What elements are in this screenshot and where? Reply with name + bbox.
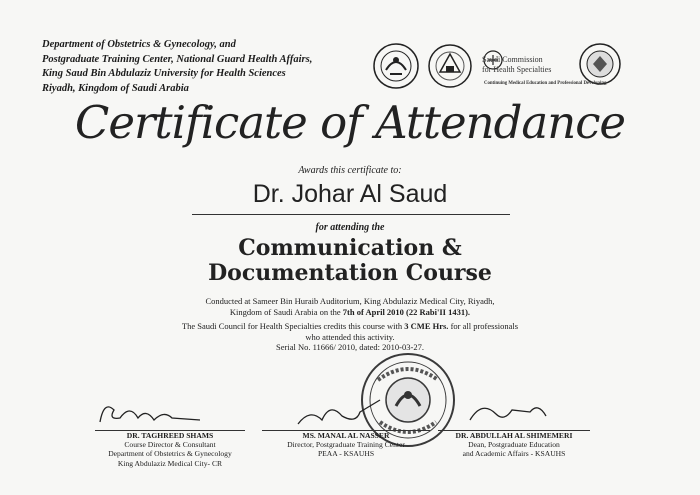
recipient-name: Dr. Johar Al Saud: [252, 180, 448, 208]
course-title: [0, 236, 700, 286]
signatory-name: MS. MANAL AL NASSER: [302, 431, 390, 440]
issuer-header: [42, 38, 312, 96]
serial-number: Serial No. 11666/ 2010, dated: 2010-03-27.: [276, 342, 424, 353]
cme-hours: 3 CME Hrs.: [404, 321, 449, 332]
ksau-logo-icon: [429, 45, 471, 87]
credit-suffix: for all professionals: [448, 321, 519, 332]
signatory-role: PEAA - KSAUHS: [317, 449, 375, 459]
course-details: [0, 296, 700, 353]
signature-shams-icon: [100, 407, 200, 422]
cme-seal-icon: [580, 44, 620, 84]
commission-name: [482, 55, 551, 75]
ngha-logo-icon: [374, 44, 418, 88]
signatory-name: DR. ABDULLAH AL SHIMEMERI: [455, 431, 573, 440]
signatory-shams: [70, 431, 270, 468]
event-date: 7th of April 2010 (22 Rabi'II 1431).: [342, 306, 471, 317]
certificate-title: Certificate of Attendance: [74, 96, 626, 149]
signature-scribbles: [60, 390, 600, 435]
credit-line-1: [0, 321, 700, 332]
awards-text: Awards this certificate to:: [298, 165, 402, 176]
signatory-role: Department of Obstetrics & Gynecology: [108, 449, 232, 459]
name-underline: [192, 214, 510, 215]
signatory-role: Director, Postgraduate Training Center: [287, 440, 405, 450]
header-line-2: Postgraduate Training Center, National Guard Health Affairs,: [42, 53, 313, 65]
signatory-role: Course Director & Consultant: [124, 440, 216, 450]
signatory-role: King Abdulaziz Medical City- CR: [117, 458, 223, 468]
signatory-role: and Academic Affairs - KSAUHS: [462, 449, 566, 459]
signature-nasser-icon: [298, 400, 380, 424]
header-line-3: King Saud Bin Abdulaziz University for Health Sciences: [42, 68, 286, 80]
signature-shimemeri-icon: [470, 408, 546, 420]
location-line-2: [0, 307, 700, 318]
location-prefix: Kingdom of Saudi Arabia on the: [229, 306, 343, 317]
commission-line-1: Saudi Commission: [482, 55, 543, 64]
signatory-role: Dean, Postgraduate Education: [468, 440, 560, 450]
cme-tagline: Continuing Medical Education and Professional Developing: [484, 81, 607, 86]
commission-line-2: for Health Specialties: [482, 65, 552, 74]
course-line-2: Documentation Course: [208, 260, 492, 286]
course-line-1: Communication &: [238, 235, 462, 261]
credit-prefix: The Saudi Council for Health Specialties credits this course with: [181, 321, 405, 332]
signatory-name: DR. TAGHREED SHAMS: [126, 431, 214, 440]
header-line-4: Riyadh, Kingdom of Saudi Arabia: [42, 82, 189, 94]
signatory-shimemeri: [414, 431, 614, 459]
credit-line-2: who attended this activity.: [305, 331, 395, 342]
attending-text: for attending the: [315, 222, 385, 233]
header-line-1: Department of Obstetrics & Gynecology, and: [42, 39, 236, 50]
location-line-1: Conducted at Sameer Bin Huraib Auditorium, King Abdulaziz Medical City, Riyadh,: [205, 296, 495, 306]
